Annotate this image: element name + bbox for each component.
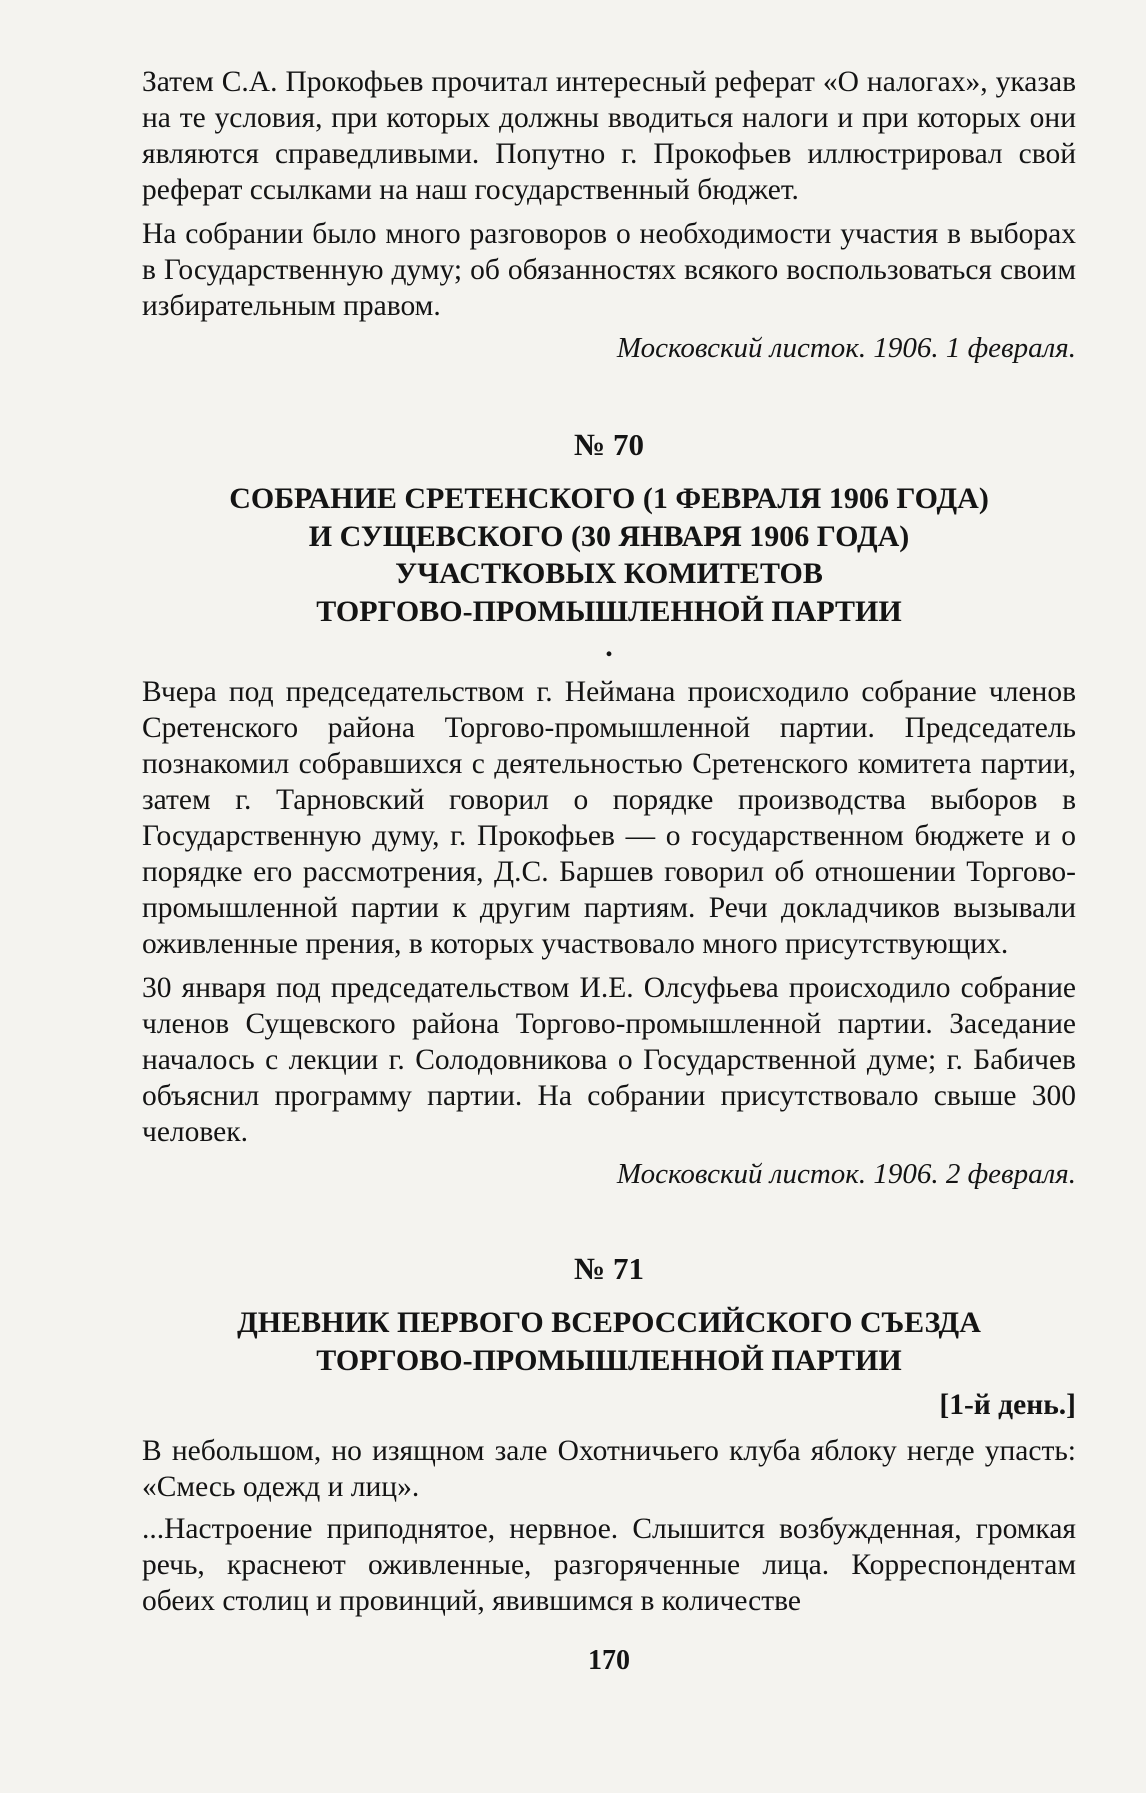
document-70-title-line-4: ТОРГОВО-ПРОМЫШЛЕННОЙ ПАРТИИ [316,594,902,628]
document-71-paragraph-1: В небольшом, но изящном зале Охотничьего клуба яблоку негде упасть: «Смесь одежд и лиц». [142,1435,1076,1503]
document-71 [142,1250,1076,1619]
document-71-title [142,1304,1076,1379]
document-70-title-dot: . [605,630,613,663]
intro-paragraph-1: Затем С.А. Прокофьев прочитал интересный реферат «О налогах», указав на те условия, при которых должны вводиться налоги и при которых они являются справедливыми. Попутно г. Прокофьев иллюстрировал свой реферат ссылками на наш государственный бюджет. [142,66,1076,206]
intro-paragraph-2: На собрании было много разговоров о необходимости участия в выборах в Государственную думу; об обязанностях всякого воспользоваться своим избирательным правом. [142,218,1076,322]
document-70-title-line-2: И СУЩЕВСКОГО (30 ЯНВАРЯ 1906 ГОДА) [308,519,910,553]
document-71-day-note: [1-й день.] [939,1389,1076,1421]
document-70-paragraph-1: Вчера под председательством г. Неймана происходило собрание членов Сретенского района Торгово-промышленной партии. Председатель познакомил собравшихся с деятельностью Сретенского комитета партии, затем г. Тарновский говорил о порядке производства выборов в Государственную думу, г. Прокофьев — о государственном бюджете и о порядке его рассмотрения, Д.С. Баршев говорил об отношении Торгово-промышленной партии к другим партиям. Речи докладчиков вызывали оживленные прения, в которых участвовало много присутствующих. [142,676,1076,960]
document-71-number: № 71 [574,1251,644,1286]
document-71-paragraph-2: ...Настроение приподнятое, нервное. Слышится возбужденная, громкая речь, краснеют оживленные, разгоряченные лица. Корреспондентам обеих столиц и провинций, явившимся в количестве [142,1513,1076,1617]
document-70-title-line-3: УЧАСТКОВЫХ КОМИТЕТОВ [395,557,823,590]
document-70-number: № 70 [574,427,644,462]
document-70-paragraph-2: 30 января под председательством И.Е. Олсуфьева происходило собрание членов Сущевского района Торгово-промышленной партии. Заседание началось с лекции г. Солодовникова о Государственной думе; г. Бабичев объяснил программу партии. На собрании присутствовало свыше 300 человек. [142,972,1076,1148]
document-71-title-line-1: ДНЕВНИК ПЕРВОГО ВСЕРОССИЙСКОГО СЪЕЗДА [237,1306,981,1339]
intro-source-citation: Московский листок. 1906. 1 февраля. [616,332,1076,364]
document-70-source-citation: Московский листок. 1906. 2 февраля. [616,1158,1076,1190]
document-70-title [142,480,1076,630]
document-70-title-line-1: СОБРАНИЕ СРЕТЕНСКОГО (1 ФЕВРАЛЯ 1906 ГОДА) [229,482,989,515]
document-70 [142,426,1076,1192]
document-71-title-line-2: ТОРГОВО-ПРОМЫШЛЕННОЙ ПАРТИИ [316,1343,902,1377]
text-column [142,64,1076,1619]
page-number: 170 [588,1645,630,1676]
intro-section [142,64,1076,366]
